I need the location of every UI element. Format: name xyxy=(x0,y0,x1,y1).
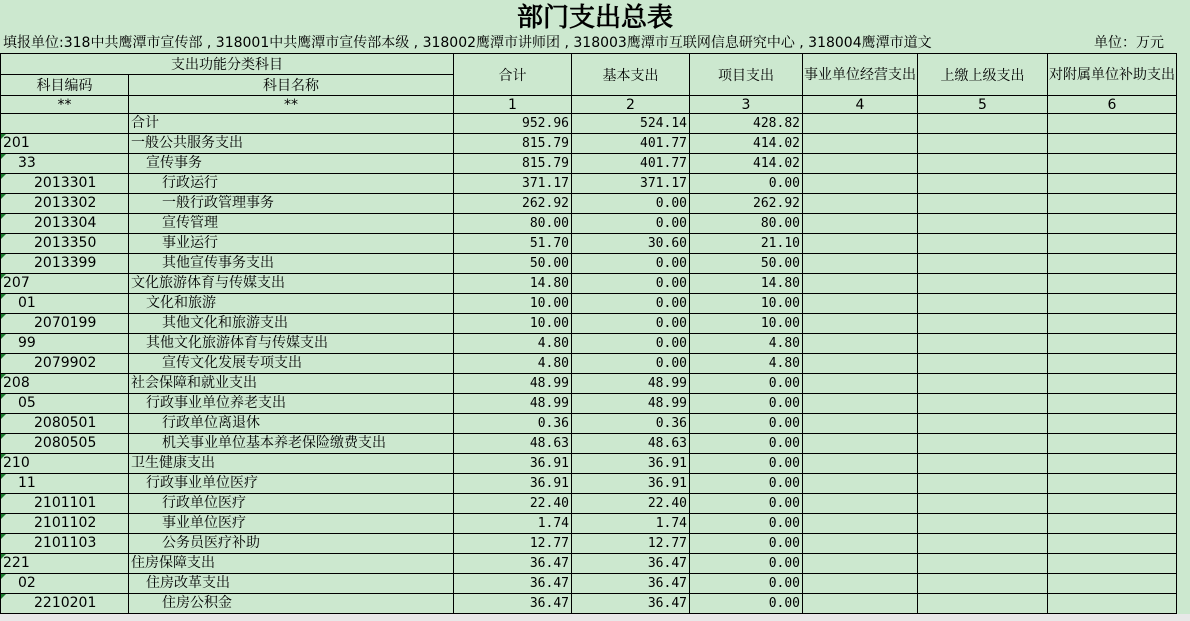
table-row[interactable] xyxy=(1,194,1177,214)
cell-name[interactable]: 文化旅游体育与传媒支出 xyxy=(129,274,454,294)
cell-upper[interactable] xyxy=(918,434,1048,454)
horizontal-scrollbar[interactable] xyxy=(0,614,1190,621)
index-6: 6 xyxy=(1048,96,1177,114)
cell-subsidy[interactable] xyxy=(1048,554,1177,574)
cell-total[interactable]: 371.17 xyxy=(454,174,572,194)
cell-subsidy[interactable] xyxy=(1048,254,1177,274)
cell-code[interactable]: 2101102 xyxy=(1,514,129,534)
table-row[interactable] xyxy=(1,434,1177,454)
cell-code[interactable]: 33 xyxy=(1,154,129,174)
header-upper[interactable]: 上缴上级支出 xyxy=(918,54,1048,96)
cell-business[interactable] xyxy=(803,434,918,454)
cell-name[interactable]: 住房改革支出 xyxy=(129,574,454,594)
cell-total[interactable]: 815.79 xyxy=(454,134,572,154)
cell-name[interactable]: 住房保障支出 xyxy=(129,554,454,574)
cell-total[interactable]: 1.74 xyxy=(454,514,572,534)
table-row[interactable] xyxy=(1,514,1177,534)
cell-business[interactable] xyxy=(803,454,918,474)
cell-subsidy[interactable] xyxy=(1048,194,1177,214)
cell-code[interactable]: 2013301 xyxy=(1,174,129,194)
cell-upper[interactable] xyxy=(918,554,1048,574)
cell-business[interactable] xyxy=(803,414,918,434)
cell-basic[interactable]: 12.77 xyxy=(572,534,690,554)
cell-upper[interactable] xyxy=(918,234,1048,254)
header-project[interactable]: 项目支出 xyxy=(690,54,803,96)
cell-business[interactable] xyxy=(803,494,918,514)
cell-name[interactable]: 住房公积金 xyxy=(129,594,454,614)
cell-project[interactable]: 0.00 xyxy=(690,474,803,494)
cell-name[interactable]: 一般行政管理事务 xyxy=(129,194,454,214)
cell-upper[interactable] xyxy=(918,194,1048,214)
cell-upper[interactable] xyxy=(918,334,1048,354)
cell-basic[interactable]: 371.17 xyxy=(572,174,690,194)
cell-project[interactable]: 80.00 xyxy=(690,214,803,234)
header-name[interactable]: 科目名称 xyxy=(129,75,454,96)
cell-total[interactable]: 22.40 xyxy=(454,494,572,514)
cell-business[interactable] xyxy=(803,394,918,414)
cell-total[interactable]: 4.80 xyxy=(454,334,572,354)
cell-total[interactable]: 48.99 xyxy=(454,394,572,414)
cell-upper[interactable] xyxy=(918,254,1048,274)
cell-business[interactable] xyxy=(803,574,918,594)
cell-project[interactable]: 0.00 xyxy=(690,414,803,434)
cell-basic[interactable]: 401.77 xyxy=(572,134,690,154)
expenditure-table xyxy=(0,53,1177,614)
cell-name[interactable]: 合计 xyxy=(129,114,454,134)
cell-code[interactable]: 11 xyxy=(1,474,129,494)
cell-name[interactable]: 行政运行 xyxy=(129,174,454,194)
cell-business[interactable] xyxy=(803,334,918,354)
cell-business[interactable] xyxy=(803,514,918,534)
table-row[interactable] xyxy=(1,594,1177,614)
cell-basic[interactable]: 22.40 xyxy=(572,494,690,514)
cell-business[interactable] xyxy=(803,234,918,254)
cell-upper[interactable] xyxy=(918,494,1048,514)
unit-label: 单位：万元 xyxy=(1094,35,1164,51)
cell-upper[interactable] xyxy=(918,314,1048,334)
cell-subsidy[interactable] xyxy=(1048,394,1177,414)
cell-code[interactable]: 2013302 xyxy=(1,194,129,214)
cell-basic[interactable]: 48.99 xyxy=(572,374,690,394)
cell-basic[interactable]: 36.91 xyxy=(572,454,690,474)
cell-basic[interactable]: 0.00 xyxy=(572,194,690,214)
cell-total[interactable]: 10.00 xyxy=(454,294,572,314)
cell-basic[interactable]: 0.36 xyxy=(572,414,690,434)
cell-business[interactable] xyxy=(803,534,918,554)
cell-business[interactable] xyxy=(803,114,918,134)
table-row[interactable] xyxy=(1,414,1177,434)
cell-basic[interactable]: 0.00 xyxy=(572,354,690,374)
table-row[interactable] xyxy=(1,454,1177,474)
cell-subsidy[interactable] xyxy=(1048,414,1177,434)
cell-business[interactable] xyxy=(803,554,918,574)
cell-name[interactable]: 行政事业单位养老支出 xyxy=(129,394,454,414)
cell-name[interactable]: 其他宣传事务支出 xyxy=(129,254,454,274)
cell-subsidy[interactable] xyxy=(1048,274,1177,294)
cell-total[interactable]: 4.80 xyxy=(454,354,572,374)
cell-code[interactable]: 2101103 xyxy=(1,534,129,554)
cell-project[interactable]: 4.80 xyxy=(690,334,803,354)
cell-upper[interactable] xyxy=(918,214,1048,234)
cell-business[interactable] xyxy=(803,134,918,154)
cell-upper[interactable] xyxy=(918,294,1048,314)
cell-upper[interactable] xyxy=(918,174,1048,194)
table-row[interactable] xyxy=(1,314,1177,334)
cell-subsidy[interactable] xyxy=(1048,434,1177,454)
cell-name[interactable]: 行政单位离退休 xyxy=(129,414,454,434)
cell-upper[interactable] xyxy=(918,154,1048,174)
cell-project[interactable]: 428.82 xyxy=(690,114,803,134)
table-row[interactable] xyxy=(1,574,1177,594)
cell-subsidy[interactable] xyxy=(1048,174,1177,194)
cell-name[interactable]: 宣传文化发展专项支出 xyxy=(129,354,454,374)
cell-subsidy[interactable] xyxy=(1048,234,1177,254)
cell-code[interactable]: 210 xyxy=(1,454,129,474)
cell-upper[interactable] xyxy=(918,594,1048,614)
cell-basic[interactable]: 0.00 xyxy=(572,314,690,334)
index-1: 1 xyxy=(454,96,572,114)
table-row[interactable] xyxy=(1,274,1177,294)
header-function-group: 支出功能分类科目 xyxy=(1,54,454,75)
cell-business[interactable] xyxy=(803,474,918,494)
cell-name[interactable]: 一般公共服务支出 xyxy=(129,134,454,154)
cell-code[interactable]: 207 xyxy=(1,274,129,294)
cell-code[interactable]: 02 xyxy=(1,574,129,594)
cell-subsidy[interactable] xyxy=(1048,454,1177,474)
cell-business[interactable] xyxy=(803,294,918,314)
table-row[interactable] xyxy=(1,474,1177,494)
cell-project[interactable]: 0.00 xyxy=(690,434,803,454)
cell-basic[interactable]: 524.14 xyxy=(572,114,690,134)
cell-basic[interactable]: 0.00 xyxy=(572,254,690,274)
cell-subsidy[interactable] xyxy=(1048,294,1177,314)
cell-subsidy[interactable] xyxy=(1048,314,1177,334)
table-row[interactable] xyxy=(1,154,1177,174)
cell-code[interactable]: 2013304 xyxy=(1,214,129,234)
cell-total[interactable]: 80.00 xyxy=(454,214,572,234)
cell-project[interactable]: 14.80 xyxy=(690,274,803,294)
cell-total[interactable]: 0.36 xyxy=(454,414,572,434)
header-total[interactable]: 合计 xyxy=(454,54,572,96)
cell-total[interactable]: 36.47 xyxy=(454,554,572,574)
cell-business[interactable] xyxy=(803,274,918,294)
cell-code[interactable]: 208 xyxy=(1,374,129,394)
cell-basic[interactable]: 36.47 xyxy=(572,574,690,594)
cell-code[interactable]: 01 xyxy=(1,294,129,314)
cell-upper[interactable] xyxy=(918,474,1048,494)
header-business[interactable]: 事业单位经营支出 xyxy=(803,54,918,96)
table-row[interactable] xyxy=(1,394,1177,414)
cell-code[interactable] xyxy=(1,114,129,134)
cell-upper[interactable] xyxy=(918,114,1048,134)
cell-upper[interactable] xyxy=(918,274,1048,294)
cell-upper[interactable] xyxy=(918,574,1048,594)
report-title: 部门支出总表 xyxy=(516,3,673,33)
cell-basic[interactable]: 48.63 xyxy=(572,434,690,454)
cell-code[interactable]: 201 xyxy=(1,134,129,154)
cell-business[interactable] xyxy=(803,214,918,234)
cell-name[interactable]: 宣传事务 xyxy=(129,154,454,174)
table-row[interactable] xyxy=(1,254,1177,274)
cell-total[interactable]: 50.00 xyxy=(454,254,572,274)
table-row[interactable] xyxy=(1,174,1177,194)
cell-name[interactable]: 事业单位医疗 xyxy=(129,514,454,534)
cell-basic[interactable]: 30.60 xyxy=(572,234,690,254)
cell-code[interactable]: 05 xyxy=(1,394,129,414)
cell-upper[interactable] xyxy=(918,394,1048,414)
cell-total[interactable]: 14.80 xyxy=(454,274,572,294)
cell-name[interactable]: 其他文化旅游体育与传媒支出 xyxy=(129,334,454,354)
header-basic[interactable]: 基本支出 xyxy=(572,54,690,96)
cell-business[interactable] xyxy=(803,194,918,214)
cell-upper[interactable] xyxy=(918,134,1048,154)
cell-project[interactable]: 0.00 xyxy=(690,514,803,534)
cell-upper[interactable] xyxy=(918,354,1048,374)
index-code: ** xyxy=(1,96,129,114)
index-2: 2 xyxy=(572,96,690,114)
cell-total[interactable]: 262.92 xyxy=(454,194,572,214)
header-code[interactable]: 科目编码 xyxy=(1,75,129,96)
cell-name[interactable]: 社会保障和就业支出 xyxy=(129,374,454,394)
cell-business[interactable] xyxy=(803,314,918,334)
cell-subsidy[interactable] xyxy=(1048,214,1177,234)
cell-subsidy[interactable] xyxy=(1048,574,1177,594)
cell-basic[interactable]: 401.77 xyxy=(572,154,690,174)
cell-subsidy[interactable] xyxy=(1048,114,1177,134)
cell-upper[interactable] xyxy=(918,414,1048,434)
cell-project[interactable]: 0.00 xyxy=(690,174,803,194)
cell-subsidy[interactable] xyxy=(1048,494,1177,514)
cell-subsidy[interactable] xyxy=(1048,534,1177,554)
cell-subsidy[interactable] xyxy=(1048,154,1177,174)
cell-code[interactable]: 2080501 xyxy=(1,414,129,434)
cell-basic[interactable]: 48.99 xyxy=(572,394,690,414)
cell-business[interactable] xyxy=(803,174,918,194)
cell-upper[interactable] xyxy=(918,454,1048,474)
cell-total[interactable]: 12.77 xyxy=(454,534,572,554)
cell-business[interactable] xyxy=(803,254,918,274)
cell-basic[interactable]: 36.47 xyxy=(572,554,690,574)
cell-code[interactable]: 2080505 xyxy=(1,434,129,454)
cell-total[interactable]: 10.00 xyxy=(454,314,572,334)
cell-project[interactable]: 414.02 xyxy=(690,154,803,174)
table-row[interactable] xyxy=(1,114,1177,134)
table-row[interactable] xyxy=(1,354,1177,374)
index-5: 5 xyxy=(918,96,1048,114)
cell-name[interactable]: 事业运行 xyxy=(129,234,454,254)
cell-code[interactable]: 2013399 xyxy=(1,254,129,274)
table-row[interactable] xyxy=(1,334,1177,354)
cell-name[interactable]: 行政事业单位医疗 xyxy=(129,474,454,494)
table-row[interactable] xyxy=(1,214,1177,234)
cell-project[interactable]: 0.00 xyxy=(690,454,803,474)
index-name: ** xyxy=(129,96,454,114)
cell-project[interactable]: 0.00 xyxy=(690,574,803,594)
cell-name[interactable]: 宣传管理 xyxy=(129,214,454,234)
cell-code[interactable]: 99 xyxy=(1,334,129,354)
table-row[interactable] xyxy=(1,134,1177,154)
cell-business[interactable] xyxy=(803,154,918,174)
report-info-row xyxy=(0,34,1190,53)
cell-total[interactable]: 48.99 xyxy=(454,374,572,394)
index-3: 3 xyxy=(690,96,803,114)
table-row[interactable] xyxy=(1,294,1177,314)
table-row[interactable] xyxy=(1,374,1177,394)
cell-project[interactable]: 10.00 xyxy=(690,294,803,314)
cell-total[interactable]: 952.96 xyxy=(454,114,572,134)
cell-basic[interactable]: 0.00 xyxy=(572,274,690,294)
cell-code[interactable]: 2101101 xyxy=(1,494,129,514)
cell-code[interactable]: 2079902 xyxy=(1,354,129,374)
cell-subsidy[interactable] xyxy=(1048,334,1177,354)
cell-project[interactable]: 10.00 xyxy=(690,314,803,334)
cell-total[interactable]: 51.70 xyxy=(454,234,572,254)
cell-code[interactable]: 2013350 xyxy=(1,234,129,254)
cell-project[interactable]: 0.00 xyxy=(690,534,803,554)
cell-upper[interactable] xyxy=(918,374,1048,394)
cell-upper[interactable] xyxy=(918,534,1048,554)
cell-subsidy[interactable] xyxy=(1048,474,1177,494)
cell-total[interactable]: 36.47 xyxy=(454,574,572,594)
cell-subsidy[interactable] xyxy=(1048,514,1177,534)
cell-name[interactable]: 卫生健康支出 xyxy=(129,454,454,474)
cell-basic[interactable]: 1.74 xyxy=(572,514,690,534)
cell-name[interactable]: 行政单位医疗 xyxy=(129,494,454,514)
cell-code[interactable]: 221 xyxy=(1,554,129,574)
cell-subsidy[interactable] xyxy=(1048,134,1177,154)
cell-business[interactable] xyxy=(803,594,918,614)
cell-basic[interactable]: 36.47 xyxy=(572,594,690,614)
cell-total[interactable]: 36.91 xyxy=(454,474,572,494)
table-row[interactable] xyxy=(1,234,1177,254)
cell-name[interactable]: 其他文化和旅游支出 xyxy=(129,314,454,334)
cell-subsidy[interactable] xyxy=(1048,354,1177,374)
cell-name[interactable]: 文化和旅游 xyxy=(129,294,454,314)
cell-project[interactable]: 262.92 xyxy=(690,194,803,214)
cell-total[interactable]: 815.79 xyxy=(454,154,572,174)
cell-name[interactable]: 公务员医疗补助 xyxy=(129,534,454,554)
cell-project[interactable]: 0.00 xyxy=(690,554,803,574)
table-row[interactable] xyxy=(1,494,1177,514)
cell-business[interactable] xyxy=(803,374,918,394)
cell-total[interactable]: 36.47 xyxy=(454,594,572,614)
filing-unit-text: 填报单位:318中共鹰潭市宣传部 , 318001中共鹰潭市宣传部本级 , 318002鹰潭市讲师团 , 318003鹰潭市互联网信息研究中心 , 318004鹰潭市道文 xyxy=(3,35,932,51)
cell-business[interactable] xyxy=(803,354,918,374)
cell-code[interactable]: 2070199 xyxy=(1,314,129,334)
index-4: 4 xyxy=(803,96,918,114)
cell-total[interactable]: 36.91 xyxy=(454,454,572,474)
cell-upper[interactable] xyxy=(918,514,1048,534)
cell-project[interactable]: 0.00 xyxy=(690,594,803,614)
cell-basic[interactable]: 0.00 xyxy=(572,214,690,234)
cell-code[interactable]: 2210201 xyxy=(1,594,129,614)
cell-basic[interactable]: 0.00 xyxy=(572,294,690,314)
cell-subsidy[interactable] xyxy=(1048,374,1177,394)
cell-name[interactable]: 机关事业单位基本养老保险缴费支出 xyxy=(129,434,454,454)
cell-subsidy[interactable] xyxy=(1048,594,1177,614)
cell-project[interactable]: 4.80 xyxy=(690,354,803,374)
cell-total[interactable]: 48.63 xyxy=(454,434,572,454)
cell-project[interactable]: 0.00 xyxy=(690,494,803,514)
cell-project[interactable]: 0.00 xyxy=(690,374,803,394)
cell-project[interactable]: 50.00 xyxy=(690,254,803,274)
cell-project[interactable]: 414.02 xyxy=(690,134,803,154)
cell-basic[interactable]: 36.91 xyxy=(572,474,690,494)
cell-project[interactable]: 21.10 xyxy=(690,234,803,254)
cell-basic[interactable]: 0.00 xyxy=(572,334,690,354)
cell-project[interactable]: 0.00 xyxy=(690,394,803,414)
table-row[interactable] xyxy=(1,534,1177,554)
table-row[interactable] xyxy=(1,554,1177,574)
header-subsidy[interactable]: 对附属单位补助支出 xyxy=(1048,54,1177,96)
